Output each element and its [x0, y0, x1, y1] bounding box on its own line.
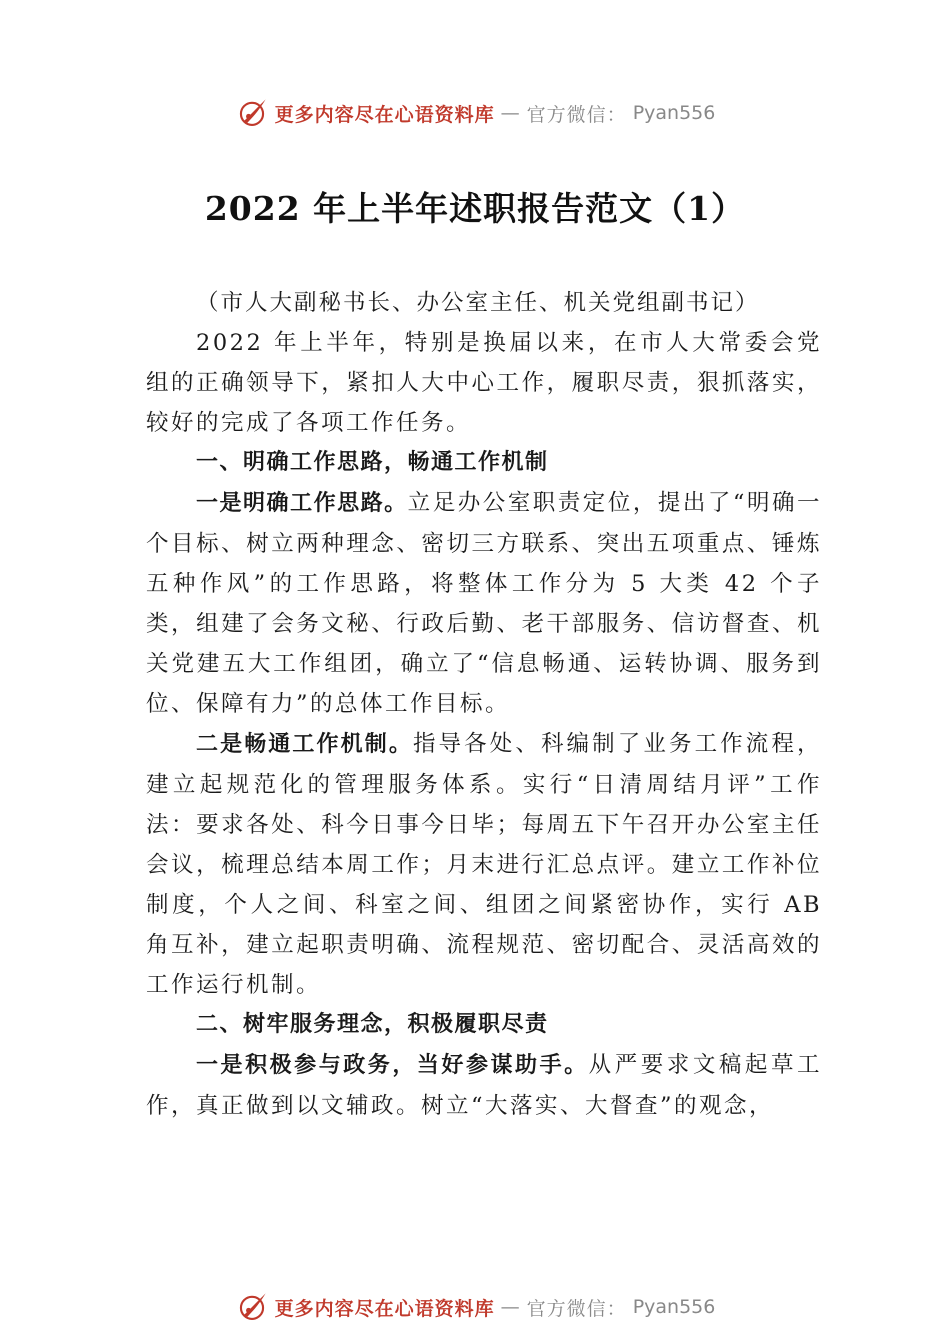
document-subtitle: （市人大副秘书长、办公室主任、机关党组副书记）: [196, 290, 760, 316]
section-2-paragraph-1-lead: 一是积极参与政务，当好参谋助手。: [196, 1053, 589, 1078]
section-1-paragraph-2-lead: 二是畅通工作机制。: [196, 732, 413, 757]
watermark-header: [0, 96, 950, 130]
watermark-separator: —: [500, 1296, 521, 1318]
section-1-paragraph-1: [146, 483, 822, 724]
section-1-paragraph-1-lead: 一是明确工作思路。: [196, 491, 408, 516]
section-1-paragraph-1-body: 立足办公室职责定位，提出了“明确一个目标、树立两种理念、密切三方联系、突出五项重点、锤炼五种作风”的工作思路，将整体工作分为 5 大类 42 个子类，组建了会务文秘、行政后勤、老干部服务、信访督查、机关党建五大工作组团，确立了“信息畅通、运转协调、服务到位、保障有力”的总体工作目标。: [146, 490, 822, 717]
quill-seal-icon: [235, 1290, 269, 1324]
section-1-paragraph-2: [146, 724, 822, 1005]
watermark-wechat-id: Pyan556: [632, 1296, 716, 1318]
section-1-paragraph-2-body: 指导各处、科编制了业务工作流程，建立起规范化的管理服务体系。实行“日清周结月评”工作法：要求各处、科今日事今日毕；每周五下午召开办公室主任会议，梳理总结本周工作；月末进行汇总点评。建立工作补位制度，个人之间、科室之间、组团之间紧密协作，实行 AB 角互补，建立起职责明确、流程规范、密切配合、灵活高效的工作运行机制。: [146, 731, 822, 998]
watermark-footer: [0, 1290, 950, 1324]
watermark-separator: —: [500, 102, 521, 124]
section-2-paragraph-1: [146, 1045, 822, 1126]
document-title: 2022 年上半年述职报告范文（1）: [204, 189, 746, 228]
watermark-brand: 更多内容尽在心语资料库: [274, 103, 495, 126]
quill-seal-icon: [235, 96, 269, 130]
watermark-wechat-label: 官方微信：: [526, 1297, 627, 1320]
document-body: [146, 283, 822, 1126]
watermark-wechat-label: 官方微信：: [526, 103, 627, 126]
section-2-heading: 二、树牢服务理念，积极履职尽责: [196, 1012, 549, 1037]
intro-paragraph: 2022 年上半年，特别是换届以来，在市人大常委会党组的正确领导下，紧扣人大中心工作，履职尽责，狠抓落实，较好的完成了各项工作任务。: [146, 330, 822, 436]
watermark-brand: 更多内容尽在心语资料库: [274, 1297, 495, 1320]
section-2-paragraph-1-body: 从严要求文稿起草工作，真正做到以文辅政。树立“大落实、大督查”的观念，: [146, 1052, 822, 1119]
watermark-wechat-id: Pyan556: [632, 102, 716, 124]
section-1-heading: 一、明确工作思路，畅通工作机制: [196, 450, 549, 475]
